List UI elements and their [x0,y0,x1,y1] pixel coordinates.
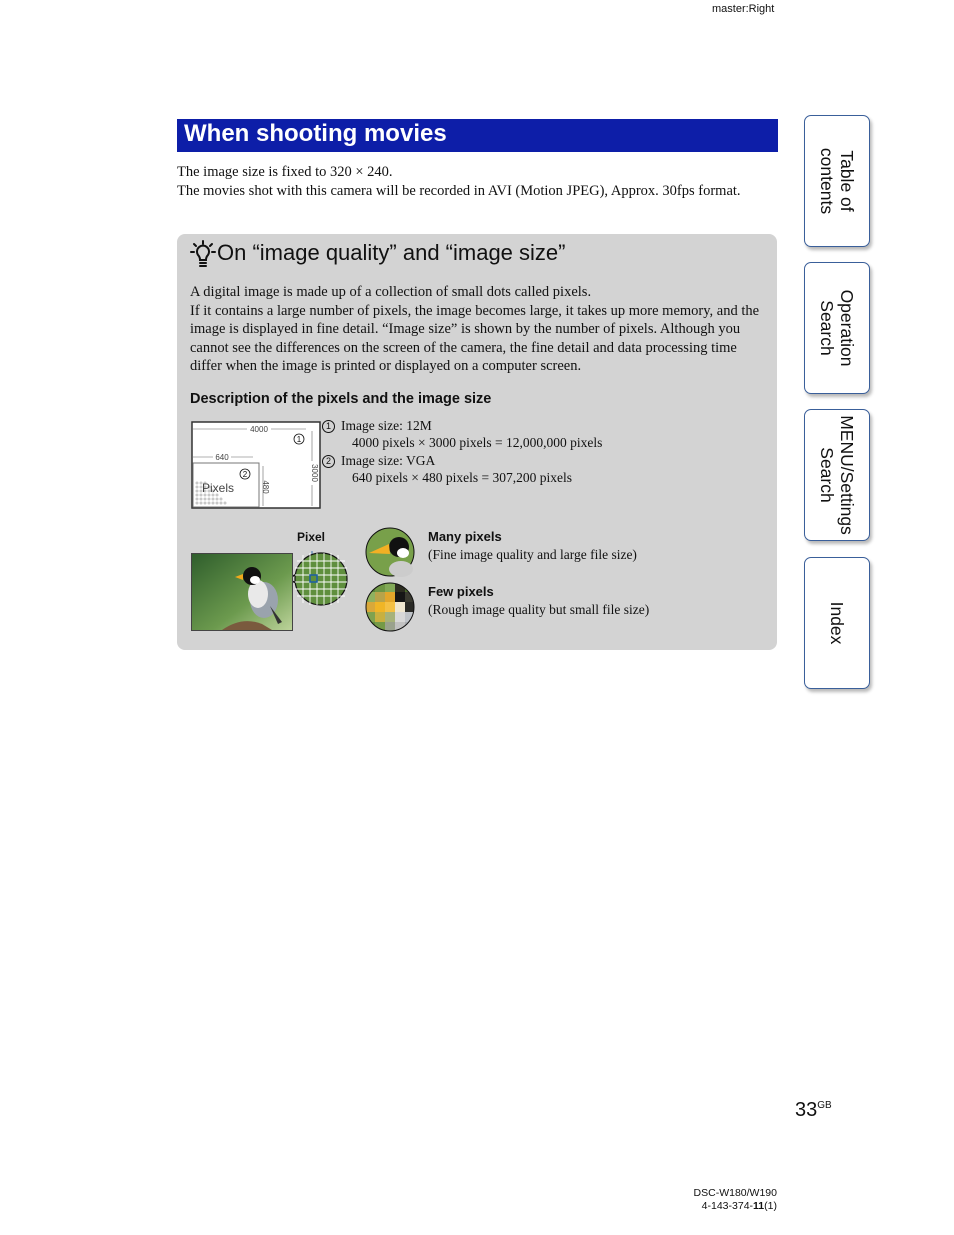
size-item-detail: 640 pixels × 480 pixels = 307,200 pixels [352,470,572,485]
description-heading: Description of the pixels and the image size [190,391,492,407]
tab-operation-search[interactable] [804,262,870,394]
diagram-height-vga: 480 [261,480,270,494]
size-item-detail: 4000 pixels × 3000 pixels = 12,000,000 pixels [352,435,603,450]
pixel-label: Pixel [297,530,326,544]
footer [640,1187,777,1213]
diagram-width-12m: 4000 [250,425,268,434]
size-item-number: 2 [322,455,335,468]
lightbulb-hint-icon [190,240,216,270]
bird-photo [191,553,293,631]
size-item-vga [322,452,572,486]
tab-menu-settings-search[interactable] [804,409,870,541]
few-pixels-title: Few pixels [428,584,494,599]
diagram-height-12m: 3000 [310,464,319,482]
tab-label-line-2: contents [817,147,837,215]
hint-box [177,234,777,650]
diagram-marker-2: 2 [242,470,248,479]
tab-label-line-1: Table of [837,150,857,212]
size-item-12m [322,417,602,451]
hint-paragraph-2: If it contains a large number of pixels, the image becomes large, it takes up more memory, and the image is displayed in fine detail. “Image size” is shown by the number of pixels. Although you cannot see the differences on the screen of the camera, the fine detail and data processing time differ when the image is printed or displayed on a computer screen. [190,302,760,375]
few-pixels-desc: (Rough image quality but small file size) [428,602,650,617]
tab-label-line-2: Search [817,300,837,356]
pixel-zoom-circle [293,551,349,607]
page-number-value: 33 [795,1099,818,1121]
page-number-suffix: GB [817,1100,832,1111]
hint-paragraph-1: A digital image is made up of a collection of small dots called pixels. [190,284,592,300]
page-number [795,1099,832,1122]
size-item-title: Image size: 12M [341,418,432,433]
tab-table-of-contents[interactable] [804,115,870,247]
footer-model: DSC-W180/W190 [693,1187,777,1199]
pixel-size-diagram [191,421,323,510]
tab-label-line-1: Operation [837,289,857,367]
diagram-width-vga: 640 [215,453,229,462]
intro-line-2: The movies shot with this camera will be recorded in AVI (Motion JPEG), Approx. 30fps format. [177,183,741,199]
tab-index[interactable] [804,557,870,689]
intro-line-1: The image size is fixed to 320 × 240. [177,164,393,180]
many-pixels-title: Many pixels [428,529,502,544]
hint-body [190,283,770,376]
size-item-title: Image size: VGA [341,453,436,468]
section-title: When shooting movies [177,119,778,152]
footer-code-suffix: (1) [764,1200,777,1212]
footer-code-prefix: 4-143-374- [701,1200,754,1212]
many-pixels-desc: (Fine image quality and large file size) [428,547,637,562]
intro-text [177,163,767,201]
many-pixels-circle [365,527,415,577]
diagram-marker-1: 1 [296,435,302,444]
tab-label-line-2: Search [817,447,837,503]
few-pixels-circle [365,582,415,632]
tab-label-line-1: Index [827,601,847,645]
footer-code-bold: 11 [753,1200,765,1212]
tab-label-line-1: MENU/Settings [837,415,857,535]
size-item-number: 1 [322,420,335,433]
master-label: master:Right [712,3,775,15]
hint-title: On “image quality” and “image size” [217,240,566,265]
diagram-pixels-label: Pixels [202,481,235,495]
